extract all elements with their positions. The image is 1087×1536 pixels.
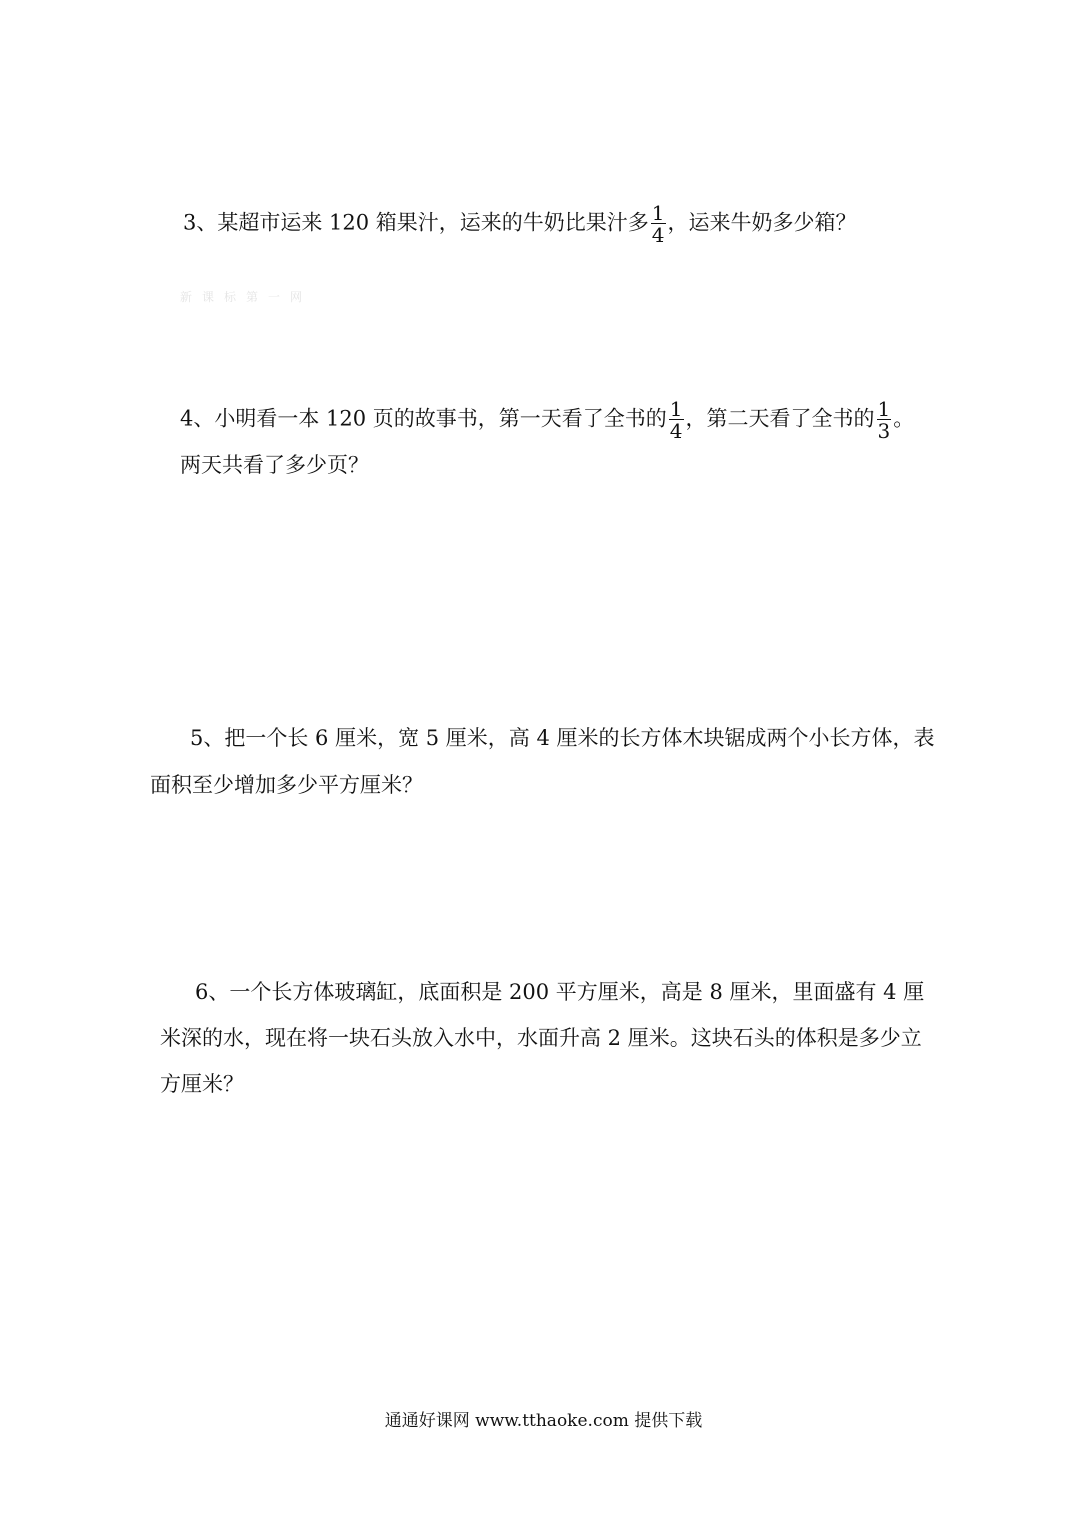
fraction-numerator: 1 (877, 397, 891, 421)
question-6-line-2: 米深的水，现在将一块石头放入水中，水面升高 2 厘米。这块石头的体积是多少立 (160, 1026, 922, 1050)
question-4-text-end: 。 (893, 406, 915, 431)
page-footer: 通通好课网 www.tthaoke.com 提供下载 (384, 1411, 703, 1431)
fraction (877, 399, 892, 441)
fraction (669, 399, 684, 441)
question-5-line-1: 5、把一个长 6 厘米，宽 5 厘米，高 4 厘米的长方体木块锯成两个小长方体，表 (190, 726, 935, 750)
fraction-numerator: 1 (669, 397, 683, 421)
question-4-text-mid: ，第二天看了全书的 (685, 406, 875, 431)
question-3-text-end: ，运来牛奶多少箱？ (667, 210, 857, 235)
question-3-text: 3、某超市运来 120 箱果汁，运来的牛奶比果汁多 (183, 210, 649, 235)
fraction-denominator: 4 (669, 419, 683, 443)
question-4 (180, 399, 914, 441)
fraction-numerator: 1 (651, 201, 665, 225)
question-6-line-3: 方厘米？ (160, 1072, 244, 1096)
question-4-line-2: 两天共看了多少页？ (180, 453, 369, 477)
fraction-denominator: 4 (651, 223, 665, 247)
question-5-line-2: 面积至少增加多少平方厘米？ (150, 773, 423, 797)
fraction-denominator: 3 (877, 419, 891, 443)
question-4-text: 4、小明看一本 120 页的故事书，第一天看了全书的 (180, 406, 667, 431)
watermark: 新课标第一网 (180, 290, 313, 304)
fraction (651, 203, 666, 245)
question-6-line-1: 6、一个长方体玻璃缸，底面积是 200 平方厘米，高是 8 厘米，里面盛有 4 厘 (195, 980, 925, 1004)
question-3 (183, 203, 857, 245)
